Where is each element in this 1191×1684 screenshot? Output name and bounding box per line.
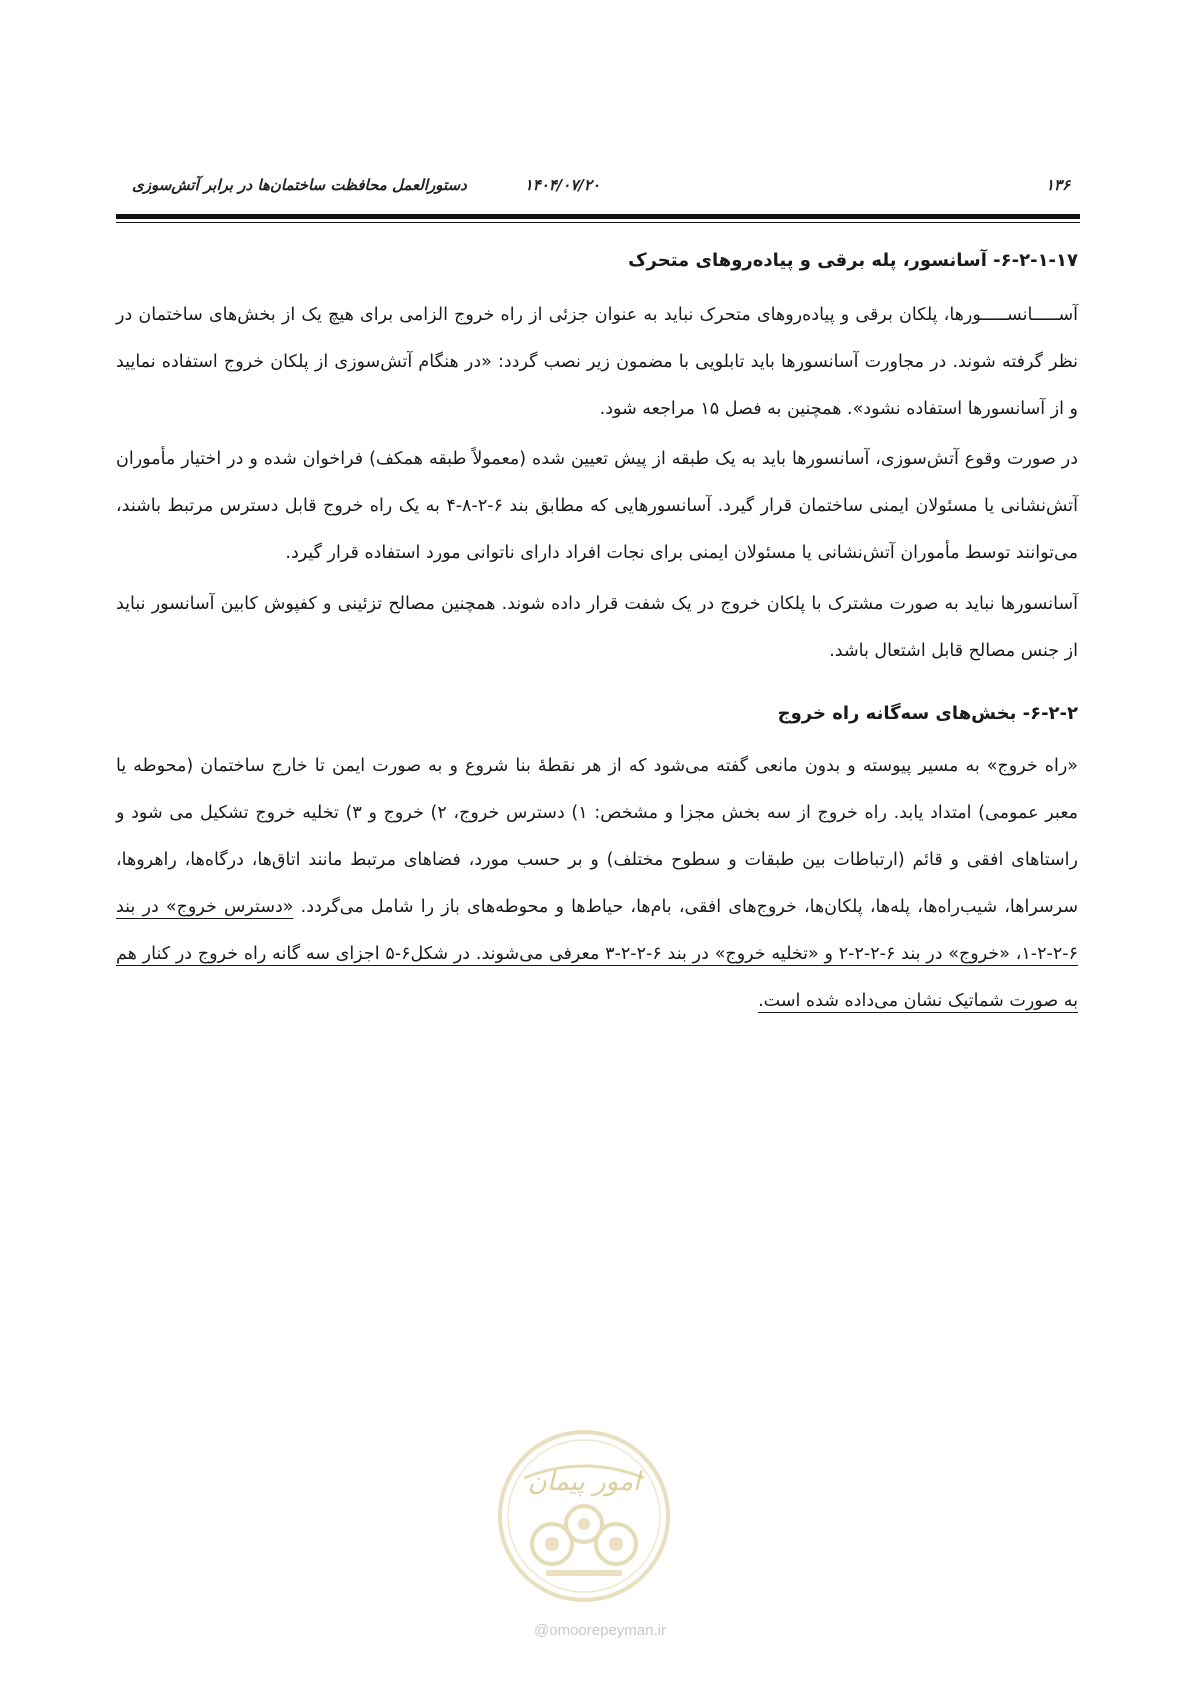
watermark-logo [494, 1426, 674, 1606]
page-number: ۱۳۶ [1045, 176, 1070, 194]
paragraph-elevator-recall: در صورت وقوع آتش‌سوزی، آسانسورها باید به یک طبقه از پیش تعیین شده (معمولاً طبقه همکف) فراخوان شده و در اختیار مأموران آتش‌نشانی یا مسئولان ایمنی ساختمان قرار گیرد. آسانسورهایی که مطابق بند ۶-۲-۸-۴ به یک راه خروج قابل دسترس مرتبط باشند، می‌توانند توسط مأموران آتش‌نشانی یا مسئولان ایمنی برای نجات افراد دارای ناتوانی مورد استفاده قرار گیرد. [116, 449, 1078, 563]
header-title: دستورالعمل محافظت ساختمان‌ها در برابر آتش‌سوزی [132, 176, 467, 194]
header-rule-thick [116, 214, 1080, 219]
paragraph-means-of-egress [116, 743, 1078, 1025]
section-heading-means-of-egress: ۶-۲-۲- بخش‌های سه‌گانه راه خروج [777, 703, 1078, 724]
section-heading-elevators: ۶-۲-۱-۱۷- آسانسور، پله برقی و پیاده‌روهای متحرک [628, 250, 1078, 271]
document-body [116, 244, 1078, 1025]
egress-references-underlined: «دسترس خروج» در بند ۶-۲-۲-۱، «خروج» در بند ۶-۲-۲-۲ و «تخلیه خروج» در بند ۶-۲-۲-۳ معرفی می‌شوند. در شکل۶-۵ اجزای سه گانه راه خروج در کنار هم به صورت شماتیک نشان می‌داده شده است. [116, 897, 1078, 1011]
egress-text: «راه خروج» به مسیر پیوسته و بدون مانعی گفته می‌شود که از هر نقطهٔ بنا شروع و به صورت ایمن تا خارج ساختمان (محوطه یا معبر عمومی) امتداد یابد. راه خروج از سه بخش مجزا و مشخص: ۱) دسترس خروج، ۲) خروج و ۳) تخلیه خروج تشکیل می شود و راستاهای افقی و قائم (ارتباطات بین طبقات و سطوح مختلف) و بر حسب مورد، فضاهای مرتبط مانند اتاق‌ها، درگاه‌ها، راهروها، سرسراها، شیب‌راه‌ها، پله‌ها، پلکان‌ها، خروج‌های افقی، بام‌ها، حیاط‌ها و محوطه‌های باز را شامل می‌گردد. [116, 756, 1079, 917]
paragraph-elevator-shaft: آسانسورها نباید به صورت مشترک با پلکان خروج در یک شفت قرار داده شوند. همچنین مصالح تزئینی و کفپوش کابین آسانسور نباید از جنس مصالح قابل اشتعال باشد. [116, 594, 1078, 661]
header-date: ۱۴۰۴/۰۷/۲۰ [524, 176, 600, 194]
paragraph-elevator-exit: آســـــانســـــورها، پلکان برقی و پیاده‌روهای متحرک نباید به عنوان جزئی از راه خروج الزامی برای هیچ یک از بخش‌های ساختمان در نظر گرفته شوند. در مجاورت آسانسورها باید تابلویی با مضمون زیر نصب گردد: «در هنگام آتش‌سوزی از پلکان خروج استفاده نمایید و از آسانسورها استفاده نشود». همچنین به فصل ۱۵ مراجعه شود. [116, 305, 1078, 419]
watermark-website: @omoorepeyman.ir [534, 1622, 666, 1639]
watermark-logo-text: امور پیمان [527, 1467, 641, 1497]
header-rule-thin [116, 222, 1080, 223]
page-header [118, 176, 1080, 204]
